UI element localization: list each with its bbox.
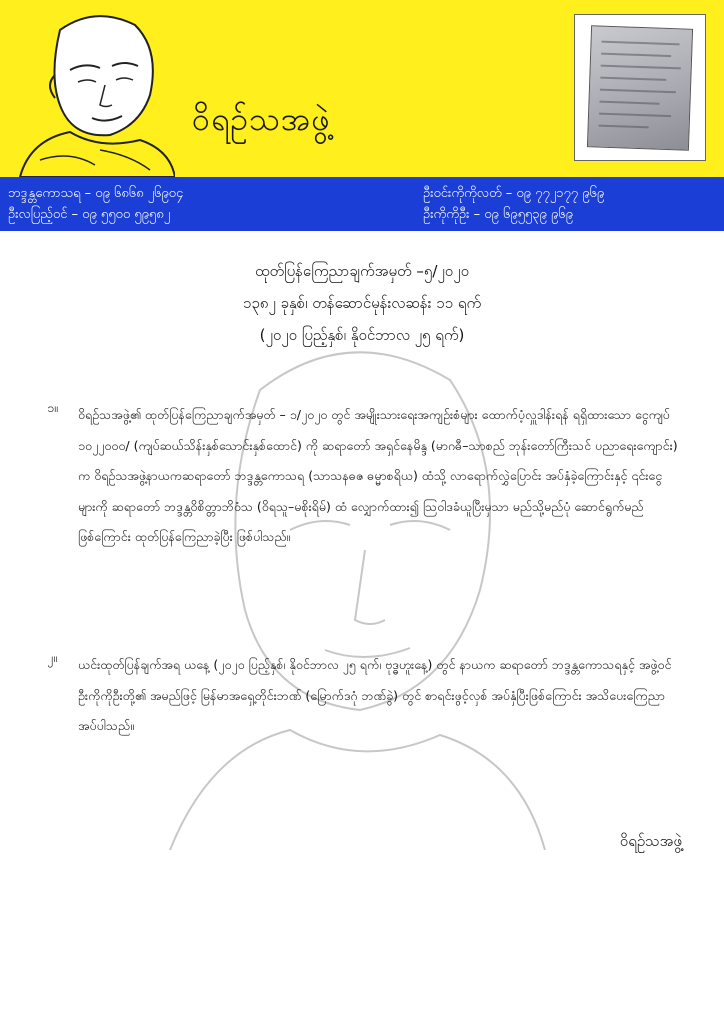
signature: ဝိရဉ်သအဖွဲ့ — [619, 832, 682, 850]
contact-right-2: ဦးကိုကိုဦး – ၀၉ ၆၉၅၅၃၉ ၉၆၉ — [423, 207, 573, 222]
paragraph-1: ဝိရဉ်သအဖွဲ့၏ ထုတ်ပြန်ကြေညာချက်အမှတ် – ၁/၂၀၂၀ တွင် အမျိုးသားရေးအကျဉ်းစံများ ထောက်ပံ့လှူဒါန်းရန် ရရှိထားသော ငွေကျပ် ၁၀၂၂၀၀၀/ (ကျပ်ဆယ်သိန်းနှစ်သောင်းနှစ်ထောင်) ကို ဆရာတော် အရှင်နေမိန္ဒ (မာဂဓီ–သာစည် ဘုန်းတော်ကြီးသင် ပညာရေးကျောင်း) က ဝိရဉ်သအဖွဲ့နာယကဆရာတော် ဘဒ္ဒန္တကောသရ (သာသနဓဇ ဓမ္မာစရိယ) ထံသို့ လာရောက်လွှဲပြောင်း အပ်နှံခဲ့ကြောင်းနှင့် ၎င်းငွေများကို ဆရာတော် ဘဒ္ဒန္တဝိစိတ္တာဘိဝံသ (ဝိရသူ–မစိုးရိမ်) ထံ လျှောက်ထား၍ သြဝါဒခံယူပြီးမှသာ မည်သို့မည်ပုံ ဆောင်ရွက်မည်ဖြစ်ကြောင်း ထုတ်ပြန်ကြေညာခဲ့ပြီး ဖြစ်ပါသည်။ — [78, 407, 678, 544]
monk-portrait-illustration — [0, 0, 175, 177]
paragraph-1-number: ၁။ — [47, 400, 58, 415]
document-title-block — [0, 262, 724, 358]
letterhead — [0, 0, 724, 177]
letter-image — [587, 25, 693, 150]
contact-left-2: ဦးလပြည့်ဝင် – ၀၉ ၅၅၀၀ ၅၉၅၈၂ — [8, 207, 171, 222]
announcement-number: ထုတ်ပြန်ကြေညာချက်အမှတ် –၅/၂၀၂၀ — [254, 262, 470, 280]
contact-right-1: ဦးဝင်းကိုကိုလတ် – ၀၉ ၇၇၂၁၇၇ ၉၆၉ — [423, 186, 605, 201]
document-photo — [574, 14, 706, 161]
paragraph-2-number: ၂။ — [47, 650, 57, 665]
contact-bar — [0, 177, 724, 231]
paragraph-2: ယင်းထုတ်ပြန်ချက်အရ ယနေ့ (၂၀၂၀ ပြည့်နှစ်၊ နိုဝင်ဘာလ ၂၅ ရက်၊ ဗုဒ္ဓဟူးနေ့) တွင် နာယက ဆရာတော် ဘဒ္ဒန္တကောသရနှင့် အဖွဲ့ဝင် ဦးကိုကိုဦးတို့၏ အမည်ဖြင့် မြန်မာအရှေ့တိုင်းဘဏ် (မြောက်ဒဂုံ ဘဏ်ခွဲ) တွင် စာရင်းဖွင့်လှစ် အပ်နှံပြီးဖြစ်ကြောင်း အသိပေးကြေညာအပ်ပါသည်။ — [78, 657, 672, 733]
organization-name: ဝိရဉ်သအဖွဲ့ — [192, 100, 331, 138]
contact-left-1: ဘဒ္ဒန္တကောသရ – ၀၉ ၆၈၆၈ ၂၆၉၀၄ — [8, 186, 184, 201]
date-gregorian: (၂၀၂၀ ပြည့်နှစ်၊ နိုဝင်ဘာလ ၂၅ ရက်) — [259, 326, 465, 344]
date-myanmar: ၁၃၈၂ ခုနှစ်၊ တန်ဆောင်မုန်းလဆန်း ၁၁ ရက် — [242, 294, 482, 312]
